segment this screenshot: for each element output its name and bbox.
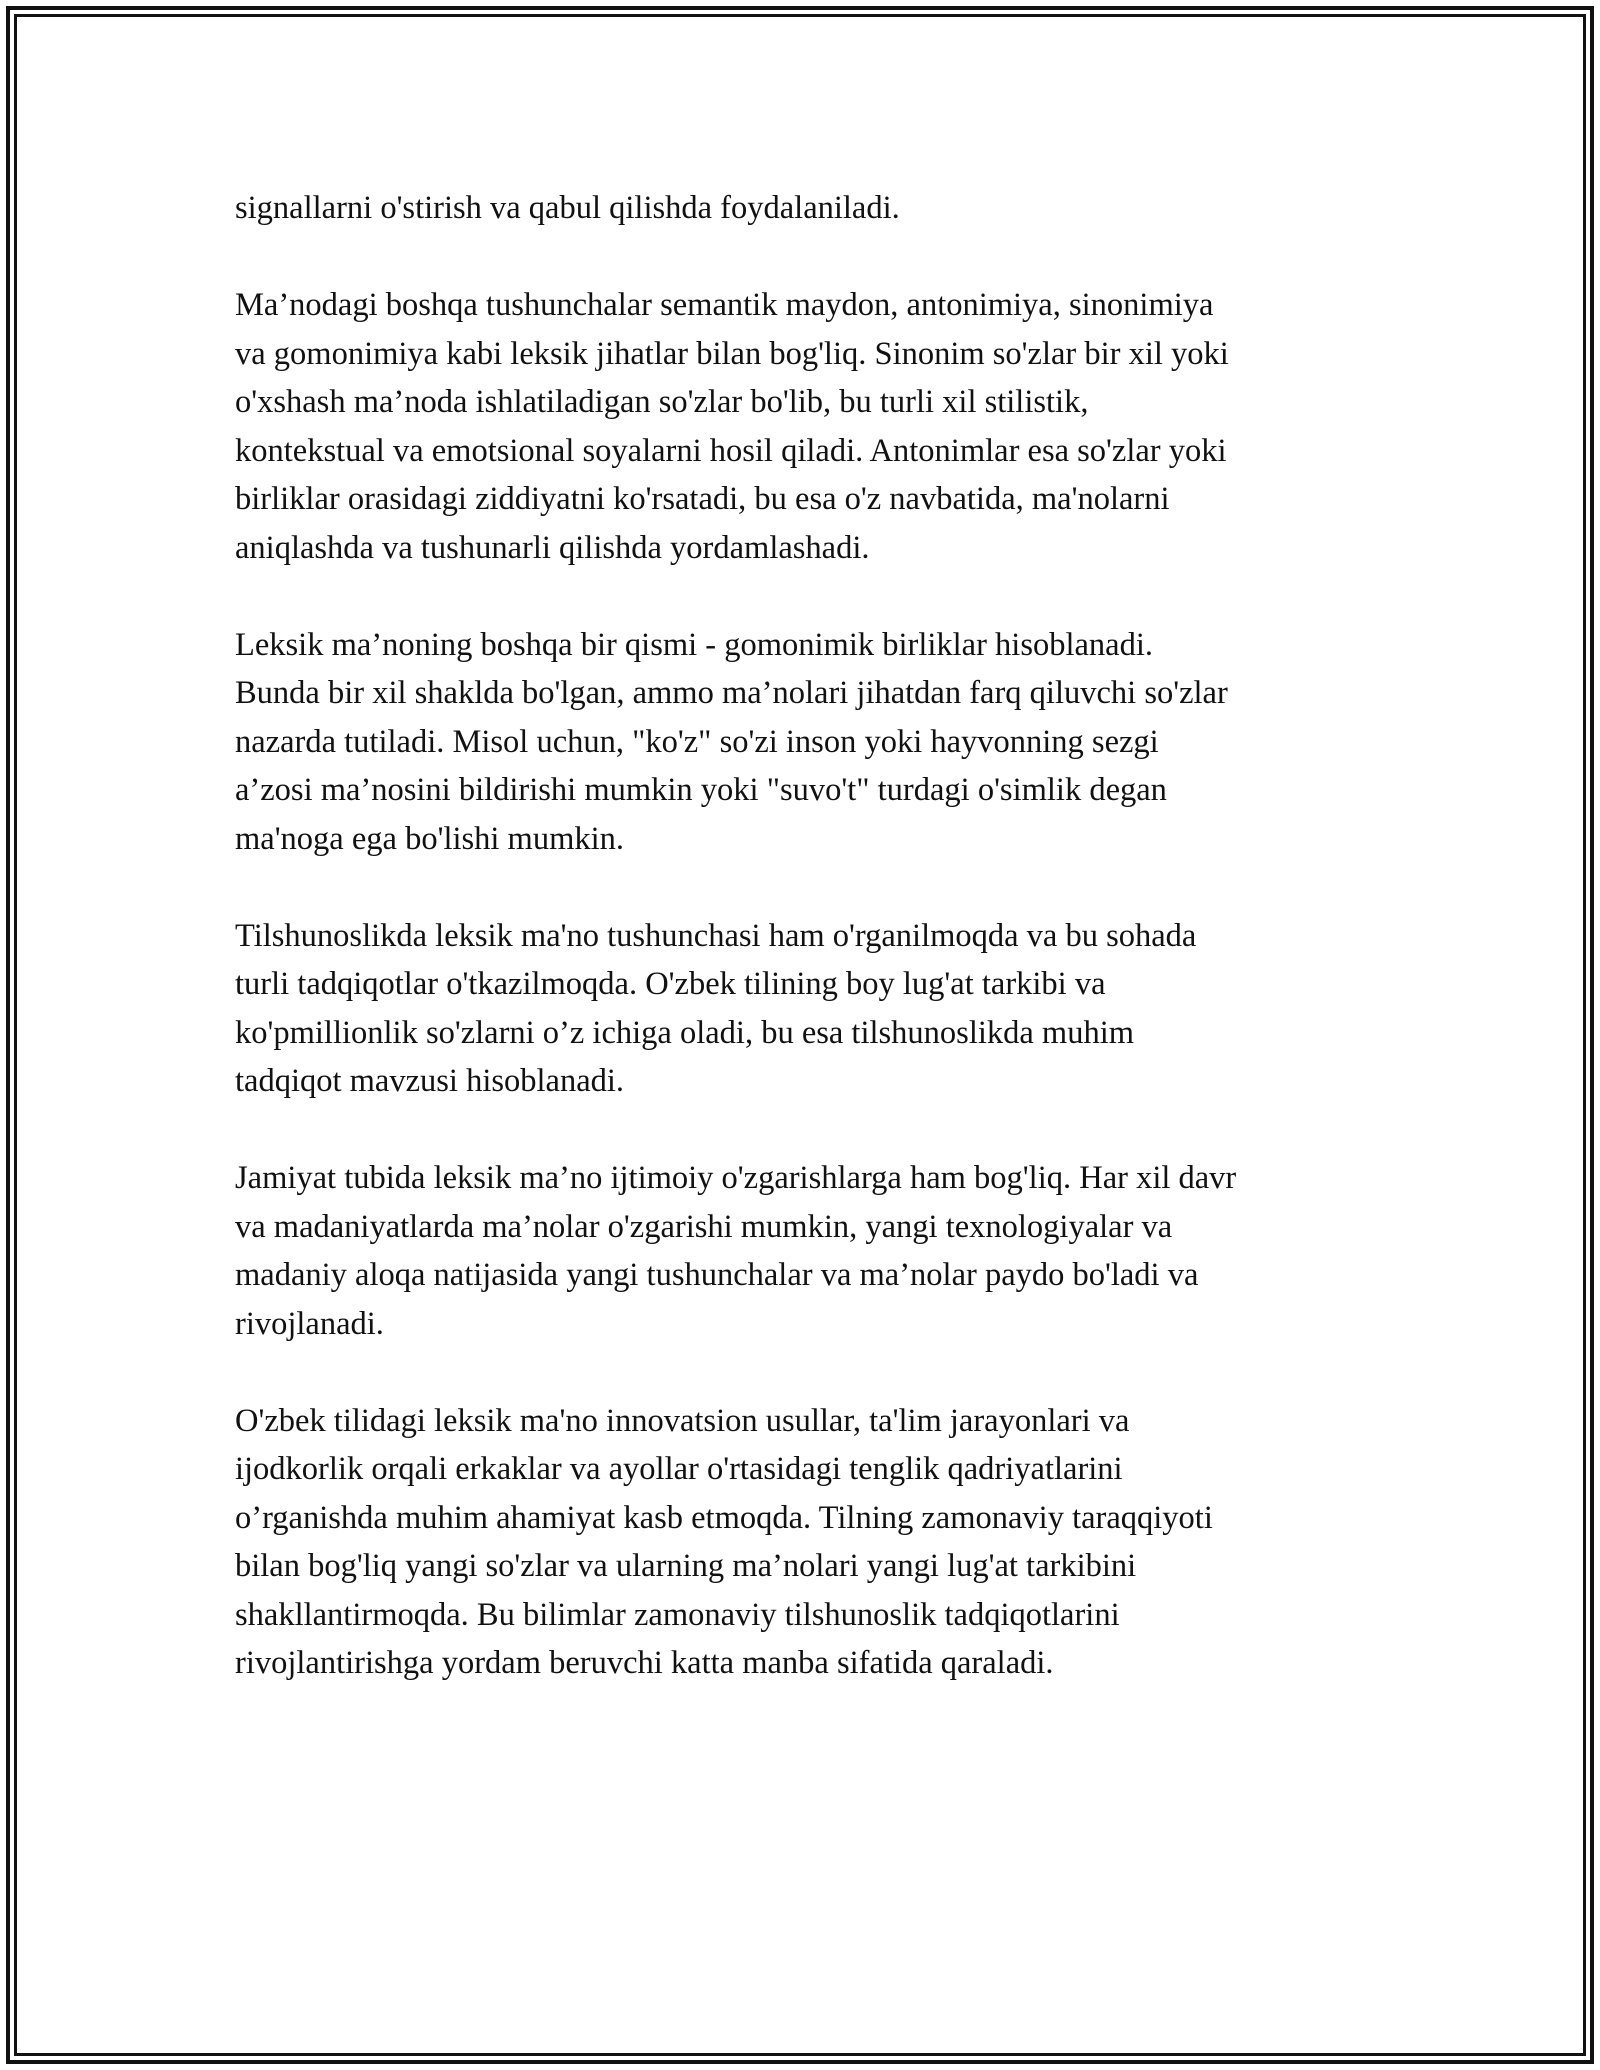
- paragraph-5: [235, 1154, 1375, 1348]
- text-line: nazarda tutiladi. Misol uchun, "ko'z" so'zi inson yoki hayvonning sezgi: [235, 723, 1159, 760]
- text-line: ma'noga ega bo'lishi mumkin.: [235, 820, 625, 857]
- text-line: shakllantirmoqda. Bu bilimlar zamonaviy tilshunoslik tadqiqotlarini: [235, 1596, 1120, 1633]
- text-line: signallarni o'stirish va qabul qilishda foydalaniladi.: [235, 190, 900, 226]
- paragraph-4: [235, 912, 1375, 1106]
- text-line: Leksik ma’noning boshqa bir qismi - gomonimik birliklar hisoblanadi.: [235, 626, 1154, 663]
- text-line: madaniy aloqa natijasida yangi tushunchalar va ma’nolar paydo bo'ladi va: [235, 1257, 1199, 1293]
- text-line: birliklar orasidagi ziddiyatni ko'rsatadi, bu esa o'z navbatida, ma'nolarni: [235, 481, 1170, 517]
- text-line: Jamiyat tubida leksik ma’no ijtimoiy o'zgarishlarga ham bog'liq. Har xil davr: [235, 1160, 1237, 1196]
- document-body: [235, 184, 1375, 1736]
- text-line: o'xshash ma’noda ishlatiladigan so'zlar bo'lib, bu turli xil stilistik,: [235, 384, 1089, 420]
- text-line: Tilshunoslikda leksik ma'no tushunchasi ham o'rganilmoqda va bu sohada: [235, 917, 1197, 954]
- text-line: turli tadqiqotlar o'tkazilmoqda. O'zbek tilining boy lug'at tarkibi va: [235, 966, 1106, 1002]
- text-line: ijodkorlik orqali erkaklar va ayollar o'rtasidagi tenglik qadriyatlarini: [235, 1451, 1123, 1487]
- text-line: va gomonimiya kabi leksik jihatlar bilan bog'liq. Sinonim so'zlar bir xil yoki: [235, 335, 1229, 372]
- text-line: o’rganishda muhim ahamiyat kasb etmoqda. Tilning zamonaviy taraqqiyoti: [235, 1499, 1213, 1536]
- text-line: ko'pmillionlik so'zlarni o’z ichiga oladi, bu esa tilshunoslikda muhim: [235, 1014, 1135, 1051]
- text-line: Ma’nodagi boshqa tushunchalar semantik maydon, antonimiya, sinonimiya: [235, 287, 1214, 323]
- paragraph-1: [235, 184, 1375, 233]
- text-line: a’zosi ma’nosini bildirishi mumkin yoki "suvo't" turdagi o'simlik degan: [235, 772, 1167, 808]
- text-line: tadqiqot mavzusi hisoblanadi.: [235, 1063, 625, 1099]
- text-line: rivojlantirishga yordam beruvchi katta manba sifatida qaraladi.: [235, 1645, 1054, 1681]
- paragraph-2: [235, 281, 1375, 572]
- text-line: bilan bog'liq yangi so'zlar va ularning ma’nolari yangi lug'at tarkibini: [235, 1548, 1137, 1584]
- text-line: aniqlashda va tushunarli qilishda yordamlashadi.: [235, 529, 870, 566]
- text-line: O'zbek tilidagi leksik ma'no innovatsion usullar, ta'lim jarayonlari va: [235, 1402, 1130, 1439]
- text-line: va madaniyatlarda ma’nolar o'zgarishi mumkin, yangi texnologiyalar va: [235, 1208, 1173, 1245]
- text-line: Bunda bir xil shaklda bo'lgan, ammo ma’nolari jihatdan farq qiluvchi so'zlar: [235, 675, 1228, 711]
- text-line: kontekstual va emotsional soyalarni hosil qiladi. Antonimlar esa so'zlar yoki: [235, 432, 1227, 469]
- paragraph-6: [235, 1397, 1375, 1688]
- paragraph-3: [235, 621, 1375, 864]
- text-line: rivojlanadi.: [235, 1305, 384, 1342]
